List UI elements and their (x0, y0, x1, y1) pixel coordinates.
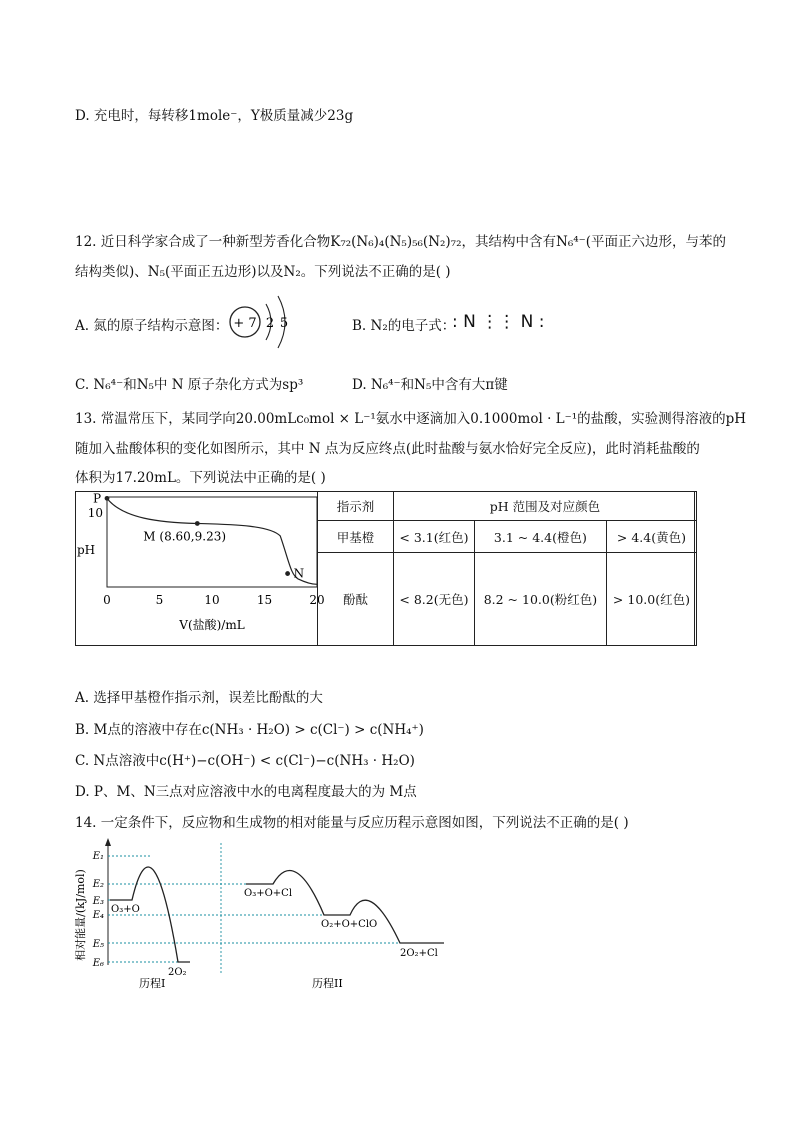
q12-option-a: A. 氮的原子结构示意图： (75, 318, 229, 334)
q11-option-d: D. 充电时，每转移1mole⁻，Y极质量减少23g (75, 108, 354, 124)
ph-range-header: pH 范围及对应颜色 (394, 492, 697, 521)
q13-stem-line1: 13. 常温常压下，某同学向20.00mLc₀mol × L⁻¹氨水中逐滴加入0.1000mol · L⁻¹的盐酸，实验测得溶液的pH (75, 411, 747, 427)
path-1-end-label: 2O₂ (168, 967, 187, 978)
path-2-end-label: 2O₂+Cl (400, 948, 438, 959)
x-tick-15: 15 (256, 593, 273, 607)
phenolphthalein-low: < 8.2(无色) (394, 553, 475, 646)
energy-axis-arrow (105, 838, 111, 846)
q12-option-b: B. N₂的电子式： (352, 318, 456, 334)
point-n-label: N (293, 566, 305, 581)
q13-option-b: B. M点的溶液中存在c(NH₃ · H₂O) > c(Cl⁻) > c(NH₄⁺) (75, 722, 424, 738)
q13-option-a: A. 选择甲基橙作指示剂，误差比酚酞的大 (75, 690, 323, 706)
phenolphthalein-name: 酚酞 (318, 553, 394, 646)
methyl-orange-low: < 3.1(红色) (394, 521, 475, 553)
methyl-orange-high: > 4.4(黄色) (606, 521, 696, 553)
x-tick-10: 10 (204, 593, 220, 607)
level-e2: E₂ (92, 879, 104, 890)
point-p (105, 496, 110, 501)
q13-option-d: D. P、M、N三点对应溶液中水的电离程度最大的为 M点 (75, 784, 417, 800)
level-e4: E₄ (92, 910, 104, 921)
q14-stem: 14. 一定条件下，反应物和生成物的相对能量与反应历程示意图如图，下列说法不正确的是( ) (75, 815, 629, 831)
energy-level-labels (92, 851, 104, 969)
x-tick-20: 20 (309, 593, 325, 607)
energy-axis-label: 相对能量/(kJ/mol) (74, 869, 87, 961)
x-axis-label: V(盐酸)/mL (179, 618, 245, 632)
level-e5: E₅ (92, 939, 104, 950)
q13-figure-box (75, 491, 695, 646)
q12-option-c: C. N₆⁴⁻和N₅中 N 原子杂化方式为sp³ (75, 377, 304, 393)
path-1-label: 历程I (139, 977, 166, 990)
energy-profile-diagram (70, 835, 460, 995)
q13-stem-line3: 体积为17.20mL。下列说法中正确的是( ) (75, 470, 326, 486)
q12-stem-line1: 12. 近日科学家合成了一种新型芳香化合物K₇₂(N₆)₄(N₅)₅₆(N₂)₇₂，其结构中含有N₆⁴⁻(平面正六边形，与苯的 (75, 234, 727, 250)
point-p-label: P (93, 491, 102, 506)
level-e3: E₃ (92, 896, 104, 907)
x-tick-0: 0 (103, 593, 111, 607)
indicator-table (317, 491, 697, 646)
titration-chart (76, 491, 325, 645)
x-tick-5: 5 (155, 593, 164, 607)
point-m (195, 521, 200, 526)
nucleus-charge: + 7 (233, 316, 257, 331)
methyl-orange-mid: 3.1 ~ 4.4(橙色) (474, 521, 606, 553)
phenolphthalein-mid: 8.2 ~ 10.0(粉红色) (474, 553, 606, 646)
path-2-mid-label: O₂+O+ClO (321, 919, 378, 930)
shell-1-electrons: 2 (265, 316, 275, 331)
path-2-start-label: O₃+O+Cl (244, 888, 293, 899)
path-2-label: 历程II (312, 977, 343, 990)
energy-guide-lines (108, 843, 400, 975)
level-e6: E₆ (92, 958, 104, 969)
point-m-label: M (8.60,9.23) (143, 529, 227, 544)
point-n (285, 571, 290, 576)
level-e1: E₁ (92, 851, 104, 862)
path-2-curve (246, 871, 444, 943)
y-axis-label: pH (77, 543, 96, 557)
q12-option-d: D. N₆⁴⁻和N₅中含有大π键 (352, 377, 508, 393)
q13-stem-line2: 随加入盐酸体积的变化如图所示，其中 N 点为反应终点(此时盐酸与氨水恰好完全反应)，此时消耗盐酸的 (75, 441, 700, 457)
phenolphthalein-high: > 10.0(红色) (606, 553, 696, 646)
n2-lewis-structure: : N ⋮⋮ N : (452, 312, 545, 332)
indicator-header: 指示剂 (318, 492, 394, 521)
q12-stem-line2: 结构类似)、N₅(平面正五边形)以及N₂。下列说法不正确的是( ) (75, 264, 451, 280)
q13-option-c: C. N点溶液中c(H⁺)−c(OH⁻) < c(Cl⁻)−c(NH₃ · H₂O) (75, 753, 415, 769)
methyl-orange-name: 甲基橙 (318, 521, 394, 553)
nitrogen-atom-diagram (226, 290, 306, 356)
shell-2-electrons: 5 (279, 316, 289, 331)
y-tick-10: 10 (87, 506, 103, 521)
path-1-start-label: O₃+O (111, 904, 140, 915)
